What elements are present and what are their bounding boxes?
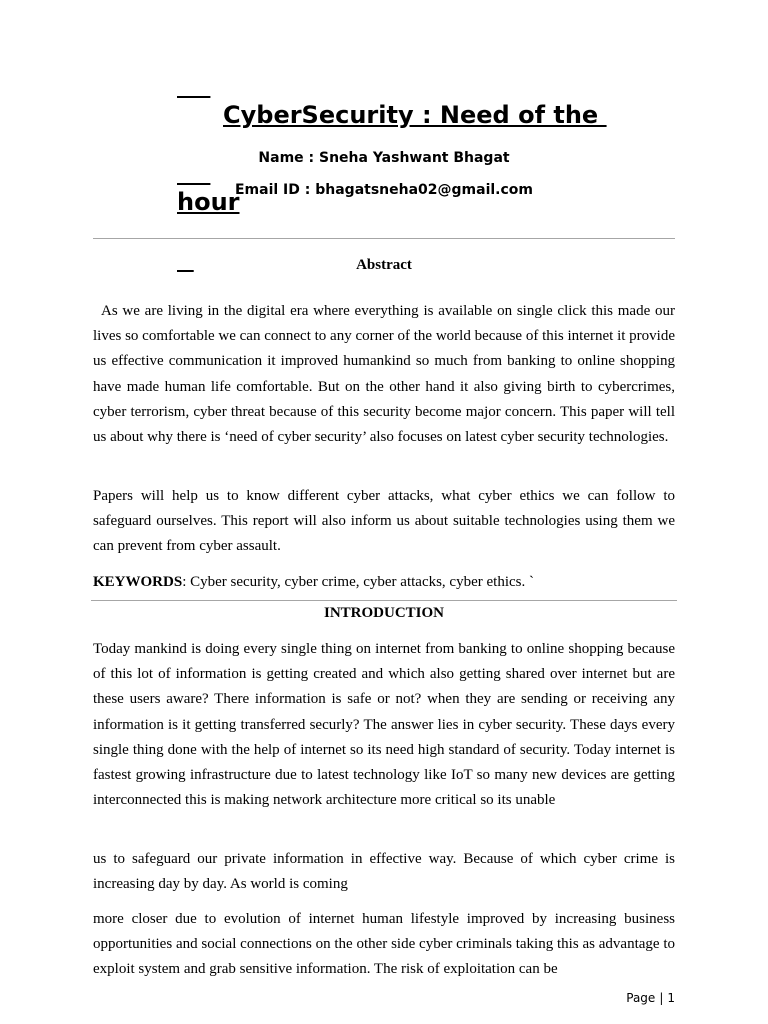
- keywords-line: [93, 573, 675, 591]
- introduction-heading: INTRODUCTION: [323, 605, 444, 621]
- author-email: Email ID : bhagatsneha02@gmail.com: [234, 182, 533, 198]
- page-label: Page: [626, 991, 656, 1005]
- divider-keywords: [91, 600, 677, 601]
- keywords-label: KEYWORDS: [93, 574, 183, 590]
- page-footer: [626, 991, 675, 1005]
- page-number: 1: [667, 991, 675, 1005]
- divider-top: [93, 238, 675, 239]
- abstract-paragraph-1: As we are living in the digital era where everything is available on single click this made our lives so comfortable we can connect to any corner of the world because of this internet it provide us effective communication it improved humankind so much from banking to online shopping have made human life comfortable. But on the other hand it also giving birth to cybercrimes, cyber terrorism, cyber threat because of this security become major concern. This paper will tell us about why there is ‘need of cyber security’ also focuses on latest cyber security technologies.: [93, 303, 675, 446]
- keywords-text: : Cyber security, cyber crime, cyber attacks, cyber ethics. `: [182, 574, 534, 590]
- introduction-paragraph-3: more closer due to evolution of internet human lifestyle improved by increasing business opportunities and social connections on the other side cyber criminals taking this as advantage to exploit system and grab sensitive information. The risk of exploitation can be: [93, 911, 675, 978]
- introduction-paragraph-1: Today mankind is doing every single thing on internet from banking to online shopping because of this lot of information is getting created and which also getting shared over internet but are these users aware? There information is safe or not? when they are sending or receiving any information is it getting transferred securly? The answer lies in cyber security. These days every single thing done with the help of internet so its need high standard of security. Today internet is fastest growing infrastructure due to latest technology like IoT so many new devices are getting interconnected this is making network architecture more critical so its unable: [93, 641, 675, 809]
- author-name: Name : Sneha Yashwant Bhagat: [258, 150, 510, 166]
- abstract-heading: Abstract: [356, 257, 412, 273]
- page-separator: |: [659, 991, 664, 1005]
- title-line-2: hour: [177, 188, 240, 216]
- abstract-paragraph-2: Papers will help us to know different cyber attacks, what cyber ethics we can follow to safeguard ourselves. This report will also inform us about suitable technologies using them we can prevent from cyber assault.: [93, 488, 675, 555]
- title-line-1: CyberSecurity : Need of the: [223, 101, 607, 129]
- introduction-paragraph-2: us to safeguard our private information in effective way. Because of which cyber crime is increasing day by day. As world is coming: [93, 851, 675, 893]
